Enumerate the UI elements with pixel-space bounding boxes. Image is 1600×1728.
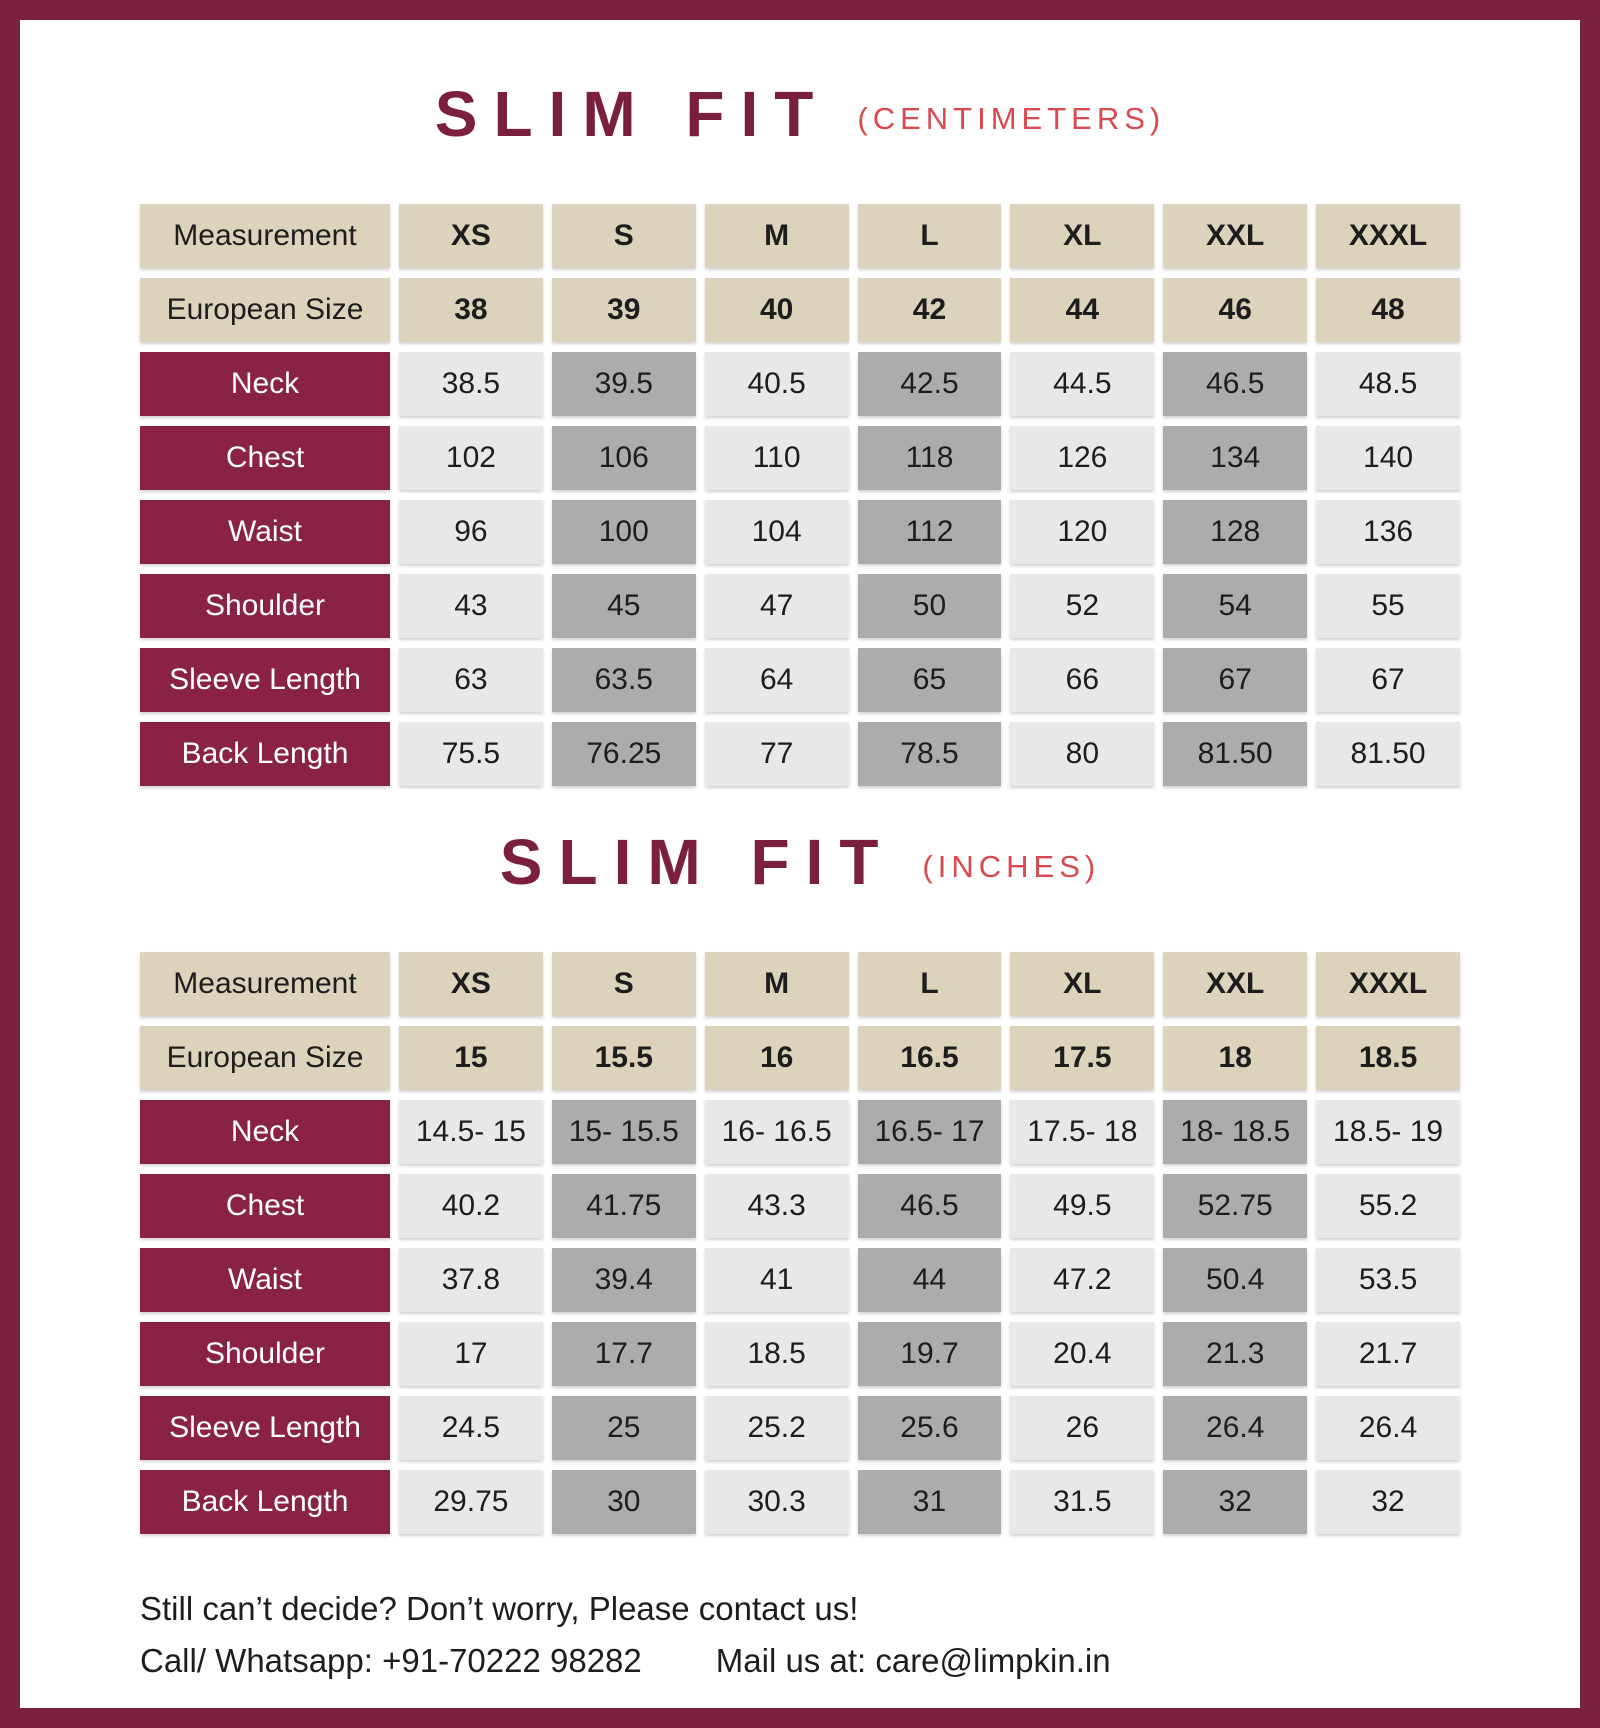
- measurement-value-cell: 50: [858, 574, 1002, 638]
- measurement-value-cell: 67: [1163, 648, 1307, 712]
- measurement-value-cell: 26: [1010, 1396, 1154, 1460]
- size-header-cell: L: [858, 952, 1002, 1016]
- contact-prompt-text: Still can’t decide? Don’t worry, Please contact us!: [140, 1590, 859, 1627]
- measurement-value-cell: 16.5- 17: [858, 1100, 1002, 1164]
- measurement-value-cell: 52.75: [1163, 1174, 1307, 1238]
- measurement-value-cell: 81.50: [1163, 722, 1307, 786]
- european-size-value-cell: 42: [858, 278, 1002, 342]
- measurement-value-cell: 17: [399, 1322, 543, 1386]
- european-size-value-cell: 40: [705, 278, 849, 342]
- european-size-value-cell: 17.5: [1010, 1026, 1154, 1090]
- inches-title-row: [140, 818, 1460, 906]
- measurement-row-label: Chest: [140, 1174, 390, 1238]
- measurement-value-cell: 55: [1316, 574, 1460, 638]
- measurement-value-cell: 66: [1010, 648, 1154, 712]
- measurement-value-cell: 14.5- 15: [399, 1100, 543, 1164]
- centimeters-title-row: [140, 70, 1460, 158]
- european-size-value-cell: 16.5: [858, 1026, 1002, 1090]
- measurement-value-cell: 54: [1163, 574, 1307, 638]
- measurement-value-cell: 49.5: [1010, 1174, 1154, 1238]
- measurement-value-cell: 44: [858, 1248, 1002, 1312]
- measurement-value-cell: 47.2: [1010, 1248, 1154, 1312]
- inches-unit-label: (INCHES): [922, 849, 1101, 884]
- measurement-row-label: Sleeve Length: [140, 648, 390, 712]
- measurement-value-cell: 37.8: [399, 1248, 543, 1312]
- contact-details-row: [140, 1642, 1460, 1680]
- measurement-value-cell: 75.5: [399, 722, 543, 786]
- measurement-value-cell: 104: [705, 500, 849, 564]
- slim-fit-title: SLIM FIT: [434, 78, 830, 150]
- measurement-value-cell: 46.5: [858, 1174, 1002, 1238]
- measurement-row-label: Shoulder: [140, 1322, 390, 1386]
- measurement-value-cell: 40.5: [705, 352, 849, 416]
- measurement-value-cell: 25.2: [705, 1396, 849, 1460]
- size-header-cell: XL: [1010, 204, 1154, 268]
- measurement-value-cell: 110: [705, 426, 849, 490]
- measurement-value-cell: 24.5: [399, 1396, 543, 1460]
- measurement-value-cell: 55.2: [1316, 1174, 1460, 1238]
- measurement-header-cell: Measurement: [140, 204, 390, 268]
- measurement-value-cell: 42.5: [858, 352, 1002, 416]
- measurement-value-cell: 29.75: [399, 1470, 543, 1534]
- measurement-value-cell: 118: [858, 426, 1002, 490]
- measurement-value-cell: 77: [705, 722, 849, 786]
- european-size-value-cell: 39: [552, 278, 696, 342]
- measurement-value-cell: 136: [1316, 500, 1460, 564]
- european-size-value-cell: 16: [705, 1026, 849, 1090]
- measurement-value-cell: 106: [552, 426, 696, 490]
- measurement-value-cell: 16- 16.5: [705, 1100, 849, 1164]
- measurement-value-cell: 18- 18.5: [1163, 1100, 1307, 1164]
- measurement-value-cell: 39.4: [552, 1248, 696, 1312]
- measurement-value-cell: 30: [552, 1470, 696, 1534]
- measurement-value-cell: 32: [1316, 1470, 1460, 1534]
- size-header-cell: XL: [1010, 952, 1154, 1016]
- measurement-value-cell: 78.5: [858, 722, 1002, 786]
- measurement-row-label: Chest: [140, 426, 390, 490]
- european-size-value-cell: 38: [399, 278, 543, 342]
- measurement-value-cell: 126: [1010, 426, 1154, 490]
- measurement-value-cell: 30.3: [705, 1470, 849, 1534]
- european-size-value-cell: 48: [1316, 278, 1460, 342]
- measurement-value-cell: 140: [1316, 426, 1460, 490]
- contact-footer: [140, 1590, 1460, 1680]
- measurement-value-cell: 15- 15.5: [552, 1100, 696, 1164]
- measurement-row-label: Back Length: [140, 722, 390, 786]
- measurement-value-cell: 21.7: [1316, 1322, 1460, 1386]
- size-header-cell: XS: [399, 204, 543, 268]
- european-size-label-cell: European Size: [140, 1026, 390, 1090]
- phone-contact-text: Call/ Whatsapp: +91-70222 98282: [140, 1642, 642, 1679]
- measurement-value-cell: 41.75: [552, 1174, 696, 1238]
- email-contact-text: Mail us at: care@limpkin.in: [715, 1642, 1111, 1679]
- centimeters-size-table: [140, 204, 1460, 786]
- measurement-value-cell: 21.3: [1163, 1322, 1307, 1386]
- european-size-value-cell: 15.5: [552, 1026, 696, 1090]
- measurement-row-label: Neck: [140, 1100, 390, 1164]
- size-header-cell: M: [705, 204, 849, 268]
- measurement-value-cell: 53.5: [1316, 1248, 1460, 1312]
- measurement-row-label: Neck: [140, 352, 390, 416]
- european-size-value-cell: 18.5: [1316, 1026, 1460, 1090]
- european-size-value-cell: 46: [1163, 278, 1307, 342]
- size-header-cell: M: [705, 952, 849, 1016]
- european-size-value-cell: 15: [399, 1026, 543, 1090]
- measurement-value-cell: 19.7: [858, 1322, 1002, 1386]
- slim-fit-title: SLIM FIT: [499, 826, 895, 898]
- measurement-value-cell: 96: [399, 500, 543, 564]
- measurement-value-cell: 17.5- 18: [1010, 1100, 1154, 1164]
- size-header-cell: XXL: [1163, 952, 1307, 1016]
- measurement-value-cell: 80: [1010, 722, 1154, 786]
- measurement-value-cell: 50.4: [1163, 1248, 1307, 1312]
- measurement-value-cell: 67: [1316, 648, 1460, 712]
- measurement-value-cell: 45: [552, 574, 696, 638]
- size-header-cell: XXXL: [1316, 952, 1460, 1016]
- measurement-value-cell: 43.3: [705, 1174, 849, 1238]
- measurement-row-label: Waist: [140, 500, 390, 564]
- measurement-value-cell: 47: [705, 574, 849, 638]
- centimeters-section: [140, 70, 1460, 786]
- measurement-row-label: Waist: [140, 1248, 390, 1312]
- measurement-value-cell: 26.4: [1163, 1396, 1307, 1460]
- inches-size-table: [140, 952, 1460, 1534]
- measurement-value-cell: 46.5: [1163, 352, 1307, 416]
- measurement-value-cell: 32: [1163, 1470, 1307, 1534]
- inches-section: [140, 818, 1460, 1534]
- measurement-value-cell: 44.5: [1010, 352, 1154, 416]
- measurement-value-cell: 31: [858, 1470, 1002, 1534]
- measurement-header-cell: Measurement: [140, 952, 390, 1016]
- size-header-cell: XXXL: [1316, 204, 1460, 268]
- measurement-value-cell: 100: [552, 500, 696, 564]
- measurement-row-label: Back Length: [140, 1470, 390, 1534]
- measurement-value-cell: 25.6: [858, 1396, 1002, 1460]
- size-header-cell: S: [552, 204, 696, 268]
- measurement-value-cell: 39.5: [552, 352, 696, 416]
- size-header-cell: L: [858, 204, 1002, 268]
- size-header-cell: XS: [399, 952, 543, 1016]
- measurement-value-cell: 102: [399, 426, 543, 490]
- size-header-cell: S: [552, 952, 696, 1016]
- measurement-value-cell: 26.4: [1316, 1396, 1460, 1460]
- measurement-row-label: Shoulder: [140, 574, 390, 638]
- measurement-value-cell: 41: [705, 1248, 849, 1312]
- measurement-value-cell: 63: [399, 648, 543, 712]
- european-size-value-cell: 18: [1163, 1026, 1307, 1090]
- centimeters-unit-label: (CENTIMETERS): [857, 101, 1166, 136]
- measurement-value-cell: 81.50: [1316, 722, 1460, 786]
- measurement-value-cell: 18.5: [705, 1322, 849, 1386]
- measurement-value-cell: 65: [858, 648, 1002, 712]
- measurement-value-cell: 43: [399, 574, 543, 638]
- measurement-value-cell: 64: [705, 648, 849, 712]
- measurement-value-cell: 120: [1010, 500, 1154, 564]
- measurement-value-cell: 17.7: [552, 1322, 696, 1386]
- measurement-row-label: Sleeve Length: [140, 1396, 390, 1460]
- measurement-value-cell: 25: [552, 1396, 696, 1460]
- measurement-value-cell: 31.5: [1010, 1470, 1154, 1534]
- measurement-value-cell: 40.2: [399, 1174, 543, 1238]
- measurement-value-cell: 112: [858, 500, 1002, 564]
- measurement-value-cell: 128: [1163, 500, 1307, 564]
- measurement-value-cell: 52: [1010, 574, 1154, 638]
- european-size-label-cell: European Size: [140, 278, 390, 342]
- measurement-value-cell: 134: [1163, 426, 1307, 490]
- measurement-value-cell: 76.25: [552, 722, 696, 786]
- measurement-value-cell: 48.5: [1316, 352, 1460, 416]
- size-header-cell: XXL: [1163, 204, 1307, 268]
- measurement-value-cell: 20.4: [1010, 1322, 1154, 1386]
- measurement-value-cell: 38.5: [399, 352, 543, 416]
- european-size-value-cell: 44: [1010, 278, 1154, 342]
- measurement-value-cell: 18.5- 19: [1316, 1100, 1460, 1164]
- measurement-value-cell: 63.5: [552, 648, 696, 712]
